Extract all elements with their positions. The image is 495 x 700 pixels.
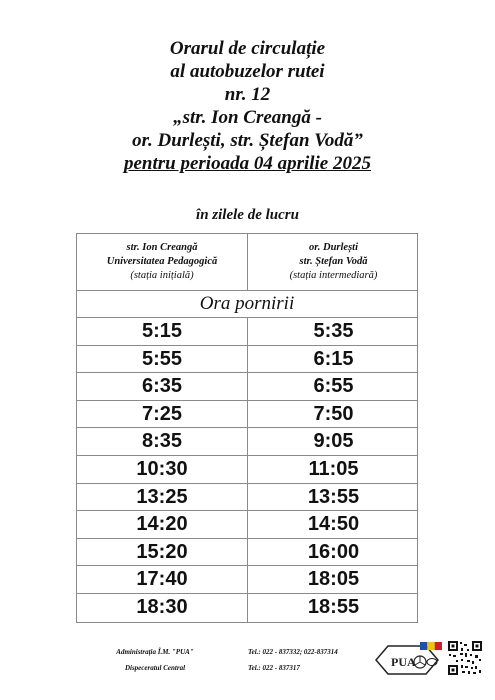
administration-name: Administrația Î.M. "PUA": [116, 648, 194, 656]
flag-icon: [420, 642, 442, 650]
column-header-intermediate: [248, 234, 419, 290]
intermediate-time: 11:05: [308, 457, 359, 480]
title-line-2: al autobuzelor rutei: [170, 61, 325, 82]
origin-stop-name: str. Ion Creangă: [126, 242, 198, 253]
schedule-table: [76, 233, 418, 623]
origin-time: 14:20: [77, 511, 248, 539]
origin-stop-note: (stația inițială): [130, 270, 194, 281]
departure-time-heading: Ora pornirii: [77, 290, 417, 318]
table-row: [77, 318, 417, 346]
day-type-label: în zilele de lucru: [196, 207, 299, 223]
table-row: [77, 428, 417, 456]
footer: [0, 632, 495, 692]
qr-code-icon[interactable]: [447, 640, 483, 676]
intermediate-time: 6:55: [313, 375, 354, 398]
origin-time: 10:30: [77, 456, 248, 484]
intermediate-stop-detail: str. Ștefan Vodă: [299, 256, 368, 267]
origin-time: 5:55: [77, 346, 248, 374]
origin-time: 13:25: [77, 484, 248, 512]
origin-time: 6:35: [77, 373, 248, 401]
origin-stop-detail: Universitatea Pedagogică: [106, 256, 218, 267]
phone-line-1: Tel.: 022 - 837332; 022-837314: [248, 648, 338, 656]
phone-line-2: Tel.: 022 - 837317: [248, 664, 300, 672]
intermediate-time: 7:50: [313, 402, 354, 425]
origin-time: 18:30: [77, 594, 248, 622]
intermediate-time: 5:35: [313, 320, 354, 342]
origin-time: 17:40: [77, 566, 248, 594]
departure-rows: [77, 318, 417, 622]
footer-phones: [248, 644, 338, 676]
table-row: [77, 566, 417, 594]
intermediate-stop-name: or. Durlești: [308, 242, 358, 253]
route-start: „str. Ion Creangă -: [173, 107, 322, 128]
origin-time: 15:20: [77, 539, 248, 567]
intermediate-time: 9:05: [313, 430, 354, 453]
schedule-title: [0, 37, 495, 175]
validity-period: pentru perioada 04 aprilie 2025: [123, 153, 371, 174]
table-row: [77, 539, 417, 567]
table-row: [77, 456, 417, 484]
logo-text: PUA: [391, 655, 416, 669]
intermediate-time: 18:05: [307, 568, 360, 591]
table-row: [77, 511, 417, 539]
intermediate-time: 14:50: [307, 513, 360, 536]
intermediate-time: 16:00: [307, 540, 360, 563]
dispatch-center: Dispeceratul Central: [124, 664, 186, 672]
origin-time: 5:15: [77, 318, 248, 346]
intermediate-time: 13:55: [307, 485, 360, 508]
intermediate-stop-note: (stația intermediară): [289, 270, 378, 281]
table-row: [77, 594, 417, 622]
table-row: [77, 373, 417, 401]
route-end: or. Durlești, str. Ștefan Vodă”: [132, 130, 363, 151]
intermediate-time: 6:15: [313, 347, 354, 370]
title-line-1: Orarul de circulație: [169, 38, 326, 59]
origin-time: 8:35: [77, 428, 248, 456]
table-row: [77, 484, 417, 512]
table-header: [77, 234, 417, 291]
route-number: nr. 12: [224, 84, 271, 105]
intermediate-time: 18:55: [307, 595, 360, 618]
table-row: [77, 401, 417, 429]
column-header-origin: [77, 234, 248, 290]
table-row: [77, 346, 417, 374]
origin-time: 7:25: [77, 401, 248, 429]
footer-administration: [95, 644, 215, 676]
